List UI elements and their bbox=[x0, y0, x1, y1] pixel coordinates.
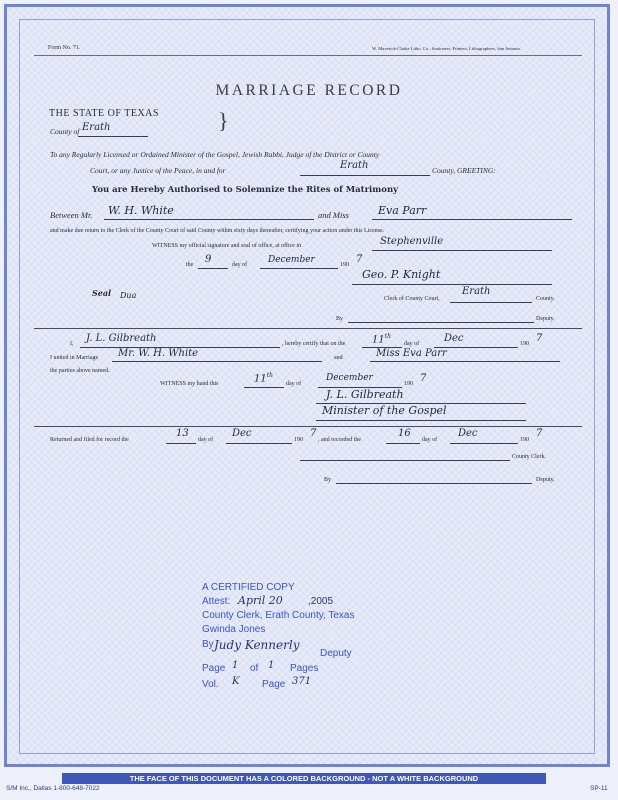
certificate-bride: Miss Eva Parr bbox=[376, 348, 447, 359]
witness-day-number: 11 bbox=[254, 373, 267, 385]
license-day: 9 bbox=[205, 254, 212, 265]
stamp-page2: 371 bbox=[292, 676, 312, 687]
certificate-day-of-label: day of bbox=[404, 341, 420, 347]
license-groom: W. H. White bbox=[108, 204, 174, 217]
filing-by-label: By bbox=[324, 477, 332, 483]
county-clerk-line bbox=[300, 460, 510, 461]
clerk-signature: Geo. P. Knight bbox=[362, 268, 441, 281]
brace: } bbox=[218, 108, 229, 133]
county-prefix: County of bbox=[50, 127, 80, 136]
recorded-day-of-label: day of bbox=[422, 437, 438, 443]
i-label: I, bbox=[70, 341, 74, 347]
seal-label: Seal bbox=[92, 288, 112, 298]
greeting-line-2-prefix: Court, or any Justice of the Peace, in and for bbox=[90, 166, 226, 175]
section-divider-1 bbox=[34, 328, 582, 329]
certify-text: , hereby certify that on the bbox=[282, 341, 346, 347]
certificate-and-label: and bbox=[334, 355, 343, 361]
witness-hand-label: WITNESS my hand this bbox=[160, 381, 219, 387]
stamp-deputy-signature: Judy Kennerly bbox=[214, 638, 300, 652]
stamp-vol: K bbox=[232, 676, 240, 687]
witness-office-label: WITNESS my official signature and seal of office, at office in bbox=[152, 243, 302, 249]
header-rule bbox=[34, 55, 582, 56]
filing-deputy-label: Deputy. bbox=[536, 477, 555, 483]
filed-day-of-label: day of bbox=[198, 437, 214, 443]
stamp-pages-label: Pages bbox=[290, 663, 319, 674]
groom-line bbox=[104, 219, 314, 220]
license-the-label: the bbox=[186, 262, 194, 268]
county-line bbox=[78, 136, 148, 137]
license-day-line bbox=[198, 268, 228, 269]
filed-day: 13 bbox=[176, 428, 189, 439]
recorded-day: 16 bbox=[398, 428, 411, 439]
witness-day-of-label: day of bbox=[286, 381, 302, 387]
minister-title-line bbox=[316, 420, 526, 421]
filed-year: 7 bbox=[310, 428, 317, 439]
license-deputy-label: Deputy. bbox=[536, 316, 555, 322]
certificate-year-prefix: 190 bbox=[520, 341, 529, 347]
stamp-vol-label: Vol. bbox=[202, 679, 219, 690]
footer-form-code: SP-11 bbox=[590, 785, 608, 792]
certificate-day-number: 11 bbox=[372, 334, 385, 346]
office-city: Stephenville bbox=[380, 236, 444, 247]
witness-year-prefix: 190 bbox=[404, 381, 413, 387]
stamp-pages-total: 1 bbox=[268, 660, 275, 671]
stamp-attest-label: Attest: bbox=[202, 596, 231, 607]
filing-by-line bbox=[336, 483, 532, 484]
colored-background-banner: THE FACE OF THIS DOCUMENT HAS A COLORED BACKGROUND - NOT A WHITE BACKGROUND bbox=[62, 773, 546, 784]
filed-month: Dec bbox=[232, 428, 252, 439]
license-county-label: County. bbox=[536, 296, 555, 302]
certificate-day bbox=[372, 333, 391, 345]
filed-year-prefix: 190 bbox=[294, 437, 303, 443]
united-label: I united in Marriage bbox=[50, 355, 99, 361]
recorded-day-line bbox=[386, 443, 420, 444]
witness-month: December bbox=[326, 373, 373, 383]
stamp-attest-date: April 20 bbox=[238, 594, 283, 607]
footer-vendor: S/M Inc., Dallas 1-800-648-7022 bbox=[6, 785, 100, 792]
stamp-page2-label: Page bbox=[262, 679, 286, 690]
certificate-groom: Mr. W. H. White bbox=[118, 348, 199, 359]
returned-label: Returned and filed for record the bbox=[50, 437, 129, 443]
greeting-county: Erath bbox=[340, 160, 369, 171]
minister-name: J. L. Gilbreath bbox=[86, 333, 157, 344]
greeting-line-2-suffix: County, GREETING: bbox=[432, 166, 496, 175]
return-clause: and make due return to the Clerk of the County Court of said County within sixty days thereafter, certifying your action under this License. bbox=[50, 228, 385, 234]
printer-line: W. Maverick-Clarke Litho. Co., Stationers, Printers, Lithographers, San Antonio. bbox=[372, 46, 522, 51]
clerk-county-line bbox=[450, 302, 532, 303]
stamp-by-label: By bbox=[202, 639, 214, 650]
license-year: 7 bbox=[356, 254, 363, 265]
clerk-signature-line bbox=[352, 284, 552, 285]
license-by-label: By bbox=[336, 316, 344, 322]
license-day-of-label: day of bbox=[232, 262, 248, 268]
stamp-page: 1 bbox=[232, 660, 239, 671]
clerk-county: Erath bbox=[462, 286, 491, 297]
recorded-year: 7 bbox=[536, 428, 543, 439]
and-miss-label: and Miss bbox=[318, 210, 349, 220]
witness-day bbox=[254, 372, 273, 384]
license-year-prefix: 190 bbox=[340, 262, 349, 268]
filed-day-line bbox=[166, 443, 196, 444]
witness-day-suffix: th bbox=[266, 372, 274, 379]
authorisation-heading: You are Hereby Authorised to Solemnize the Rites of Matrimony bbox=[92, 185, 399, 195]
license-month-line bbox=[260, 268, 338, 269]
page-title: MARRIAGE RECORD bbox=[215, 82, 403, 99]
license-month: December bbox=[268, 255, 315, 265]
stamp-page-label: Page bbox=[202, 663, 226, 674]
section-divider-2 bbox=[34, 426, 582, 427]
state-label: THE STATE OF TEXAS bbox=[49, 108, 159, 119]
city-line bbox=[372, 250, 552, 251]
certificate-year: 7 bbox=[536, 333, 543, 344]
stamp-title: A CERTIFIED COPY bbox=[202, 582, 295, 593]
state-county: Erath bbox=[82, 122, 111, 133]
certificate-month: Dec bbox=[444, 333, 464, 344]
form-number: Form No. 71. bbox=[48, 45, 81, 51]
filed-month-line bbox=[226, 443, 292, 444]
recorded-year-prefix: 190 bbox=[520, 437, 529, 443]
witness-year: 7 bbox=[420, 373, 427, 384]
stamp-of-label: of bbox=[250, 663, 259, 674]
greeting-line-1: To any Regularly Licensed or Ordained Minister of the Gospel, Jewish Rabbi, Judge of the District or County bbox=[50, 150, 380, 159]
minister-signature: J. L. Gilbreath bbox=[326, 388, 404, 401]
seal-note: Dua bbox=[120, 291, 137, 300]
clerk-label: Clerk of County Court, bbox=[384, 296, 440, 302]
bride-line bbox=[372, 219, 572, 220]
recorded-month-line bbox=[450, 443, 518, 444]
certificate-bride-line bbox=[370, 361, 560, 362]
county-clerk-label: County Clerk. bbox=[512, 454, 546, 460]
stamp-attest-year: ,2005 bbox=[308, 596, 334, 607]
recorded-month: Dec bbox=[458, 428, 478, 439]
certificate-day-suffix: th bbox=[384, 333, 392, 340]
minister-title: Minister of the Gospel bbox=[322, 404, 447, 417]
recorded-label: , and recorded the bbox=[318, 437, 361, 443]
stamp-clerk-name: Gwinda Jones bbox=[202, 624, 266, 635]
witness-day-line bbox=[244, 387, 284, 388]
stamp-deputy-label: Deputy bbox=[320, 648, 352, 659]
greeting-county-line bbox=[300, 175, 430, 176]
license-bride: Eva Parr bbox=[378, 204, 427, 217]
stamp-county-clerk: County Clerk, Erath County, Texas bbox=[202, 610, 355, 621]
parties-label: the parties above named. bbox=[50, 368, 110, 374]
between-label: Between Mr. bbox=[50, 210, 93, 220]
certificate-groom-line bbox=[112, 361, 322, 362]
license-by-line bbox=[348, 322, 534, 323]
